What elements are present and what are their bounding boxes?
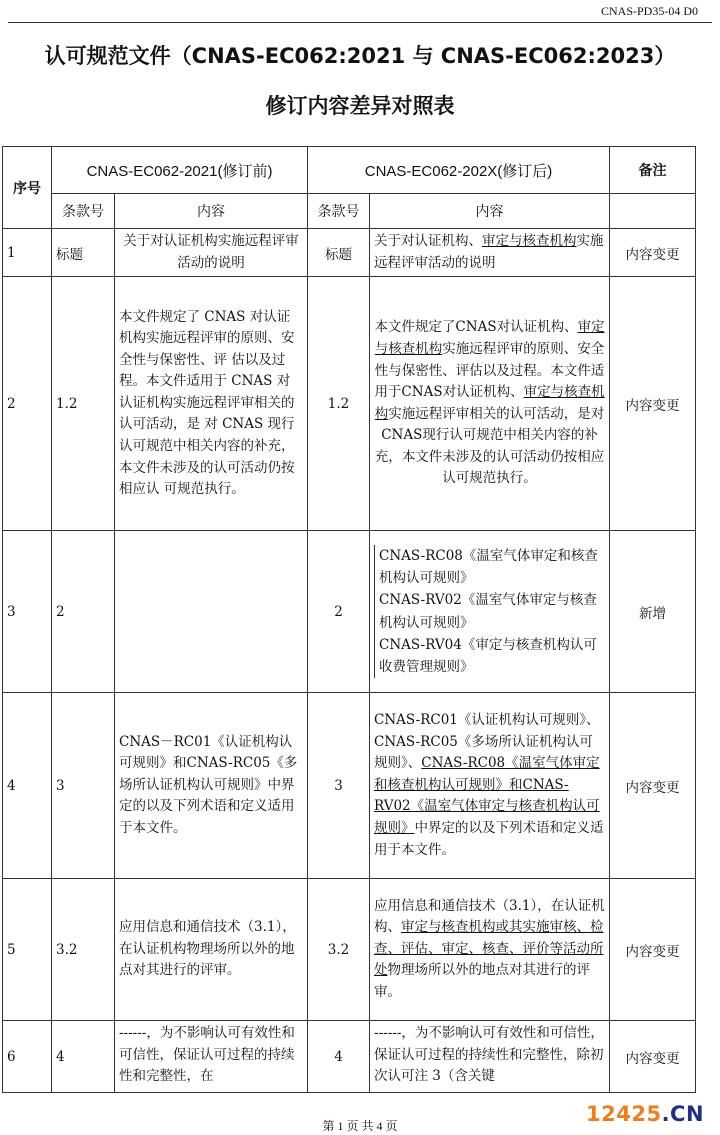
row-content-before: 关于对认证机构实施远程评审活动的说明 [115,229,308,277]
content-text: 实施远程评审相关的认可活动，是对CNAS现行认可规范中相关内容的补充，本文件未涉及的认可活动仍按相应认可规范执行。 [374,405,605,487]
row-clause-before: 标题 [52,229,115,277]
subheader-content-after: 内容 [370,194,610,229]
row-note: 内容变更 [610,229,696,277]
table-row [3,1021,696,1093]
row-content-after [370,531,610,693]
row-seq: 3 [3,531,52,693]
subheader-clause-after: 条款号 [308,194,370,229]
table-row [3,229,696,277]
document-subtitle: 修订内容差异对照表 [265,94,455,118]
row-clause-after: 4 [308,1021,370,1093]
site-watermark [586,1102,704,1126]
row-content-before: 应用信息和通信技术（3.1），在认证机构物理场所以外的地点对其进行的评审。 [115,879,308,1021]
table-row [3,693,696,879]
row-clause-before: 3.2 [52,879,115,1021]
content-text: 实施远程评审的原则、安全性与保密性、评估以及过程。本文件适用于CNAS对认证机构、 [374,340,605,401]
row-content-after [370,1021,610,1093]
row-seq: 1 [3,229,52,277]
header-seq: 序号 [3,147,52,229]
new-reference-line: CNAS-RV04《审定与核查机构认可收费管理规则》 [379,636,597,676]
row-note: 内容变更 [610,277,696,531]
subheader-clause-before: 条款号 [52,194,115,229]
subheader-note-empty [610,194,696,229]
header-before-version: CNAS-EC062-2021(修订前) [52,147,308,194]
content-text: 应用信息和通信技术（3.1），在认证机构、 [374,897,605,936]
row-content-before: ------，为不影响认可有效性和可信性，保证认可过程的持续性和完整性，在 [115,1021,308,1093]
content-text: ------，为不影响认可有效性和可信性，保证认可过程的持续性和完整性，除初次认可注 3（含关键 [374,1025,604,1085]
changed-text: 审定与核查机构 [482,233,577,249]
row-content-after [370,229,610,277]
row-content-after [370,693,610,879]
row-clause-after: 3.2 [308,879,370,1021]
row-note: 内容变更 [610,1021,696,1093]
changed-text: 审定与核查机构 [374,384,605,422]
row-clause-after: 标题 [308,229,370,277]
page-footer: 第 1 页 共 4 页 [322,1119,398,1133]
row-content-before [115,531,308,693]
row-clause-before: 1.2 [52,277,115,531]
watermark-tld: CN [670,1102,705,1126]
watermark-number: 12425 [586,1102,662,1126]
row-note: 新增 [610,531,696,693]
comparison-table [2,146,696,1093]
row-note: 内容变更 [610,693,696,879]
content-text: 物理场所以外的地点对其进行的评审。 [374,962,591,1001]
header-rule [8,22,712,23]
row-content-before: CNAS－RC01《认证机构认可规则》和CNAS-RC05《多场所认证机构认可规则》中界定的以及下列术语和定义适用于本文件。 [115,693,308,879]
table-row [3,277,696,531]
content-text: 中界定的以及下列术语和定义适用于本文件。 [374,820,604,858]
row-seq: 4 [3,693,52,879]
changed-text: CNAS-RC08《温室气体审定和核查机构认可规则》和 [374,755,600,793]
row-clause-before: 4 [52,1021,115,1093]
row-clause-before: 3 [52,693,115,879]
row-note: 内容变更 [610,879,696,1021]
header-note: 备注 [610,147,696,194]
row-content-after [370,879,610,1021]
row-clause-after: 1.2 [308,277,370,531]
row-clause-after: 2 [308,531,370,693]
table-row [3,531,696,693]
new-content-block [374,545,605,679]
table-row [3,879,696,1021]
document-title: 认可规范文件（CNAS-EC062:2021 与 CNAS-EC062:2023） [44,44,676,68]
changed-text: 审定与核查机构 [374,319,605,357]
row-content-after [370,277,610,531]
changed-text: 审定与核查机构或其实施审核、检查、评估、审定、核查、评价等活动所处 [374,919,604,979]
row-seq: 2 [3,277,52,531]
content-text: CNAS-RC01《认证机构认可规则》、CNAS-RC05《多场所认证机构认可规则》、 [374,712,600,772]
new-reference-line: CNAS-RV02《温室气体审定与核查机构认可规则》 [379,592,597,631]
row-clause-after: 3 [308,693,370,879]
header-after-version: CNAS-EC062-202X(修订后) [308,147,610,194]
row-seq: 5 [3,879,52,1021]
subheader-content-before: 内容 [115,194,308,229]
new-reference-line: CNAS-RC08《温室气体审定和核查机构认可规则》 [379,547,598,587]
row-content-before: 本文件规定了 CNAS 对认证机构实施远程评审的原则、安全性与保密性、评 估以及过程。本文件适用于 CNAS 对认证机构实施远程评审相关的认可活动，是 对 CNAS 现行认可规范中相关内容的补充，本文件未涉及的认可活动仍按相应认 可规范执行。 [115,277,308,531]
watermark-dot: . [661,1102,671,1126]
content-text: 关于对认证机构、 [374,233,483,249]
row-clause-before: 2 [52,531,115,693]
content-text: 本文件规定了CNAS对认证机构、 [374,319,578,336]
document-code: CNAS-PD35-04 D0 [600,4,698,18]
changed-text: CNAS-RV02《温室气体审定与核查机构认可规则》 [374,776,600,837]
row-seq: 6 [3,1021,52,1093]
content-text: 实施远程评审活动的说明 [374,233,604,271]
